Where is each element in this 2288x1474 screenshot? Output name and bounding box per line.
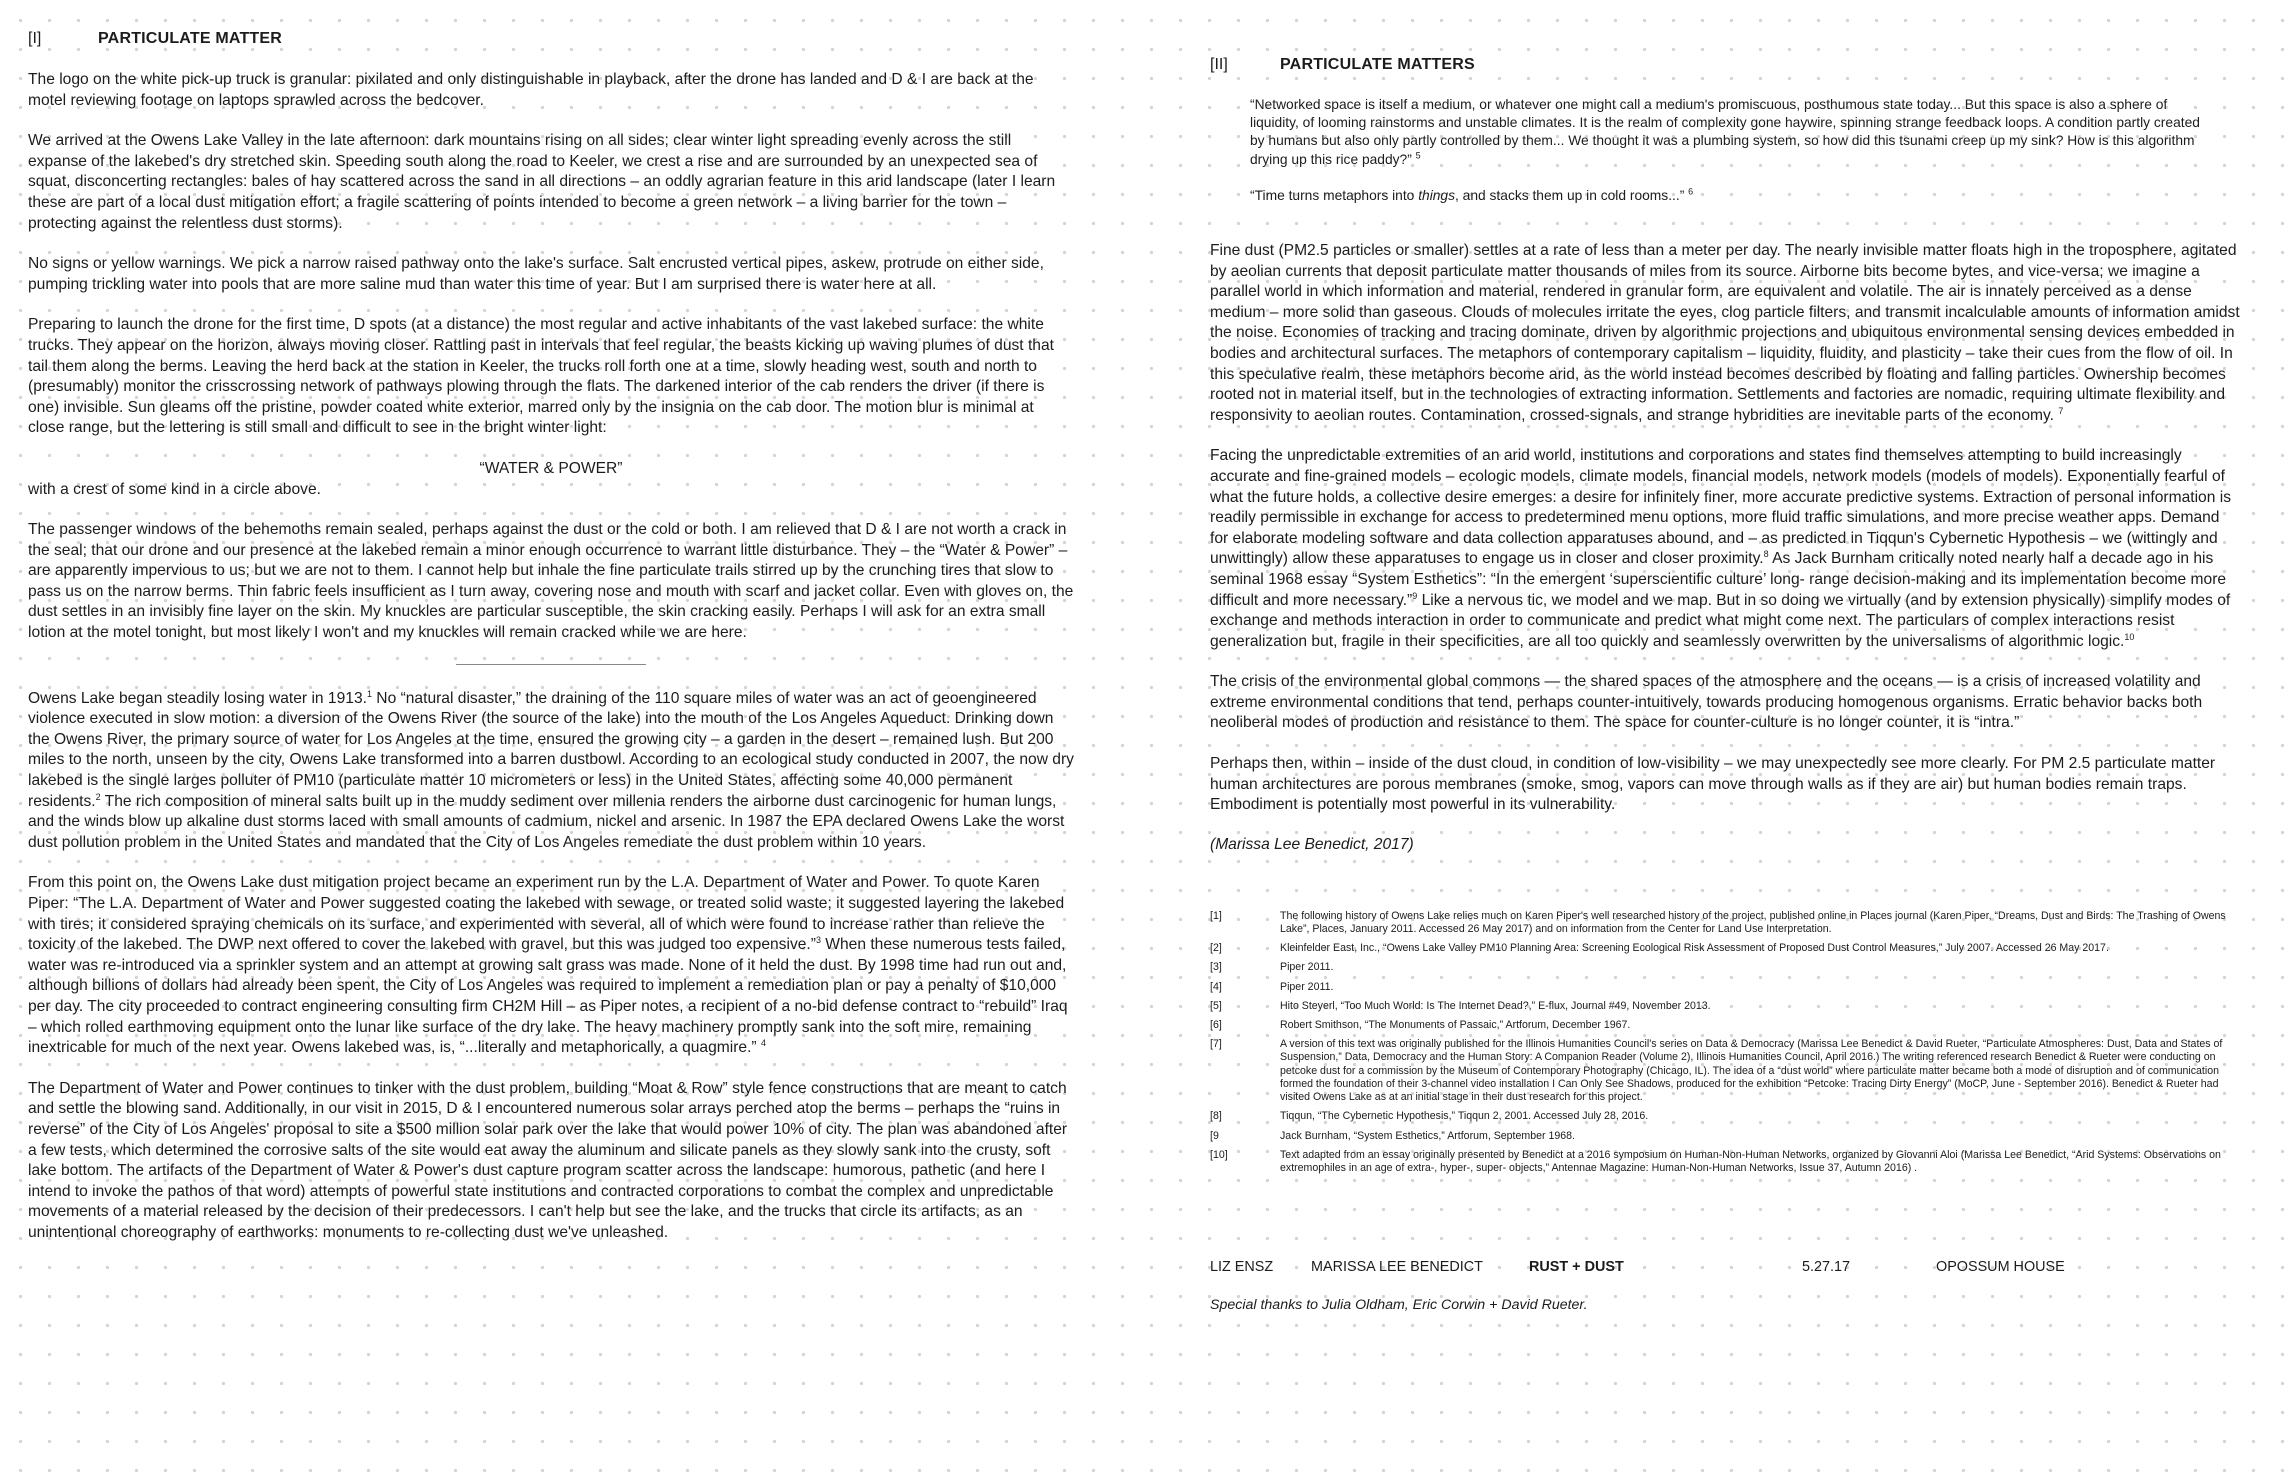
author-ensz: LIZ ENSZ bbox=[1210, 1259, 1274, 1276]
section-ii bbox=[1210, 56, 2240, 1313]
footnote: [5] Hito Steyerl, “Too Much World: Is The Internet Dead?,” E-flux, Journal #49, November 2013. bbox=[1210, 999, 1711, 1012]
paragraph: Fine dust (PM2.5 particles or smaller) settles at a rate of less than a meter per day. The nearly invisible matter floats high in the troposphere, agitated by aeolian currents that deposit particulate matter thousands of miles from its source. Airborne bits become bytes, and vice-versa; we imagine a parallel world in which information and material, rendered in granular form, are equivalent and volatile. The air is innately perceived as a dense medium – more solid than gaseous. Clouds of molecules irritate the eyes, clog particle filters, and transmit incalculable amounts of information amidst the noise. Economies of tracking and tracing dominate, driven by algorithmic projections and ubiquitous environmental sensing devices embedded in bodies and architectural surfaces. The metaphors of contemporary capitalism – liquidity, fluidity, and plasticity – take their cues from the flow of oil. In this speculative realm, these metaphors become arid, as the world instead becomes described by floating and falling particles. Ownership becomes rooted not in material itself, but in the technologies of extracting information. Settlements and factories are nomadic, requiring ultimate flexibility and responsivity to aeolian routes. Contamination, crossed-signals, and strange hybridities are inevitable parts of the economy. $^7$ bbox=[1210, 242, 2240, 424]
section-i-title: PARTICULATE MATTER bbox=[98, 30, 283, 47]
section-i bbox=[28, 30, 1074, 1264]
footnote: [8] Tiqqun, “The Cybernetic Hypothesis,” Tiqqun 2, 2001. Accessed July 28, 2016. bbox=[1210, 1110, 1649, 1123]
paragraph: Preparing to launch the drone for the first time, D spots (at a distance) the most regular and active inhabitants of the vast lakebed surface: the white trucks. They appear on the horizon, always moving closer. Rattling past in intervals that feel regular, the beasts kicking up waving plumes of dust that tail them along the berms. Leaving the herd back at the station in Keeler, the trucks roll forth one at a time, slowly heading west, south and north to (presumably) monitor the crisscrossing network of pathways plowing through the flats. The darkened interior of the cab renders the driver (if there is one) invisible. Sun gleams off the pristine, powder coated white exterior, marred only by the insignia on the cab door. The motion blur is minimal at close range, but the lettering is still small and difficult to see in the bright winter light: bbox=[28, 316, 1054, 437]
epigraph-smithson: “Time turns metaphors into things, and stacks them up in cold rooms...” $^6$ bbox=[1250, 186, 1694, 203]
footnote-ref: 3 bbox=[815, 935, 821, 945]
paragraph: with a crest of some kind in a circle above. bbox=[28, 480, 321, 498]
paragraph: The logo on the white pick-up truck is granular: pixilated and only distinguishable in playback, after the drone has landed and D & I are back at the motel reviewing footage on laptops sprawled across the bedcover. bbox=[28, 71, 1034, 109]
section-ii-title: PARTICULATE MATTERS bbox=[1280, 56, 1475, 73]
author-benedict: MARISSA LEE BENEDICT bbox=[1311, 1259, 1483, 1276]
paragraph: We arrived at the Owens Lake Valley in the late afternoon: dark mountains rising on all sides; clear winter light spreading evenly across the still expanse of the lakebed's dry stretched skin. Speeding south along the road to Keeler, we crest a rise and are surrounded by an unexpected sea of squat, disconcerting rectangles: bales of hay scattered across the sand in all directions – an oddly agrarian feature in this arid landscape (later I learn these are part of a local dust mitigation effort; a fragile scattering of points intended to become a green network – a living barrier for the town – protecting against the relentless dust storms). bbox=[28, 132, 1056, 232]
epigraphs bbox=[1210, 96, 2240, 205]
section-ii-heading bbox=[1210, 56, 2240, 74]
signature: (Marissa Lee Benedict, 2017) bbox=[1210, 835, 1414, 853]
paragraph: Perhaps then, within – inside of the dust cloud, in condition of low-visibility – we may unexpectedly see more clearly. For PM 2.5 particulate matter human architectures are porous membranes (smoke, smog, vapors can move through walls as if they are air) but human bodies remain traps. Embodiment is potentially most powerful in its vulnerability. bbox=[1210, 755, 2216, 814]
footnote: [7] A version of this text was originally published for the Illinois Humanities Council's series on Data & Democracy (Marissa Lee Benedict & David Rueter, “Particulate Atmospheres: Dust, Data and States of Suspension,” Data, Democracy and the Human Story: A Companion Reader (Volume 2), Illinois Humanities Council, April 2016.) The writing referenced research Benedict & Rueter were conducting on petcoke dust for a commission by the Museum of Contemporary Photography (Chicago, IL). The idea of a “dust world” where particulate matter became both a mode of disruption and of communication formed the foundation of their 3-channel video installation I Can Only See Shadows, produced for the exhibition “Petcoke: Tracing Dirty Energy” (MoCP, June - September 2016). Benedict & Rueter had visited Owens Lake as at an initial stage in their dust research for this project. bbox=[1210, 1038, 2223, 1104]
paragraph: No signs or yellow warnings. We pick a narrow raised pathway onto the lake's surface. Salt encrusted vertical pipes, askew, protrude on either side, pumping trickling water into pools that are more saline mud than water this time of year. But I am surprised there is water here at all. bbox=[28, 255, 1044, 293]
paragraph: The Department of Water and Power continues to tinker with the dust problem, building “Moat & Row” style fence constructions that are meant to catch and settle the blowing sand. Additionally, in our visit in 2015, D & I encountered numerous solar arrays perched atop the berms – perhaps the “ruins in reverse” of the City of Los Angeles' proposal to site a $500 million solar park over the lake that would power 10% of city. The plan was abandoned after a few tests, which determined the corrosive salts of the site would eat away the aluminum and silicate panels as they slowly sank into the crusty, soft lake bottom. The artifacts of the Department of Water & Power's dust capture program scatter across the landscape: humorous, pathetic (and here I intend to invoke the pathos of that word) attempts of powerful state institutions and contracted corporations to combat the complex and unpredictable movements of a material released by the decision of their predecessors. I can't help but see the lake, and the trucks that circle its artifacts, as an unintentional choreography of earthworks: monuments to re-collecting dust we've unleashed. bbox=[28, 1079, 1068, 1241]
footnote: [4] Piper 2011. bbox=[1210, 980, 1334, 993]
water-power-quote: “WATER & POWER” bbox=[479, 459, 623, 477]
acknowledgements: Special thanks to Julia Oldham, Eric Corwin + David Rueter. bbox=[1210, 1297, 1588, 1314]
footnote: [2] Kleinfelder East, Inc., “Owens Lake Valley PM10 Planning Area: Screening Ecological Risk Assessment of Proposed Dust Control Measures,” July 2007. Accessed 26 May 2017. bbox=[1210, 942, 2109, 955]
footnote-ref: 7 bbox=[2058, 405, 2064, 416]
footnote: [1] The following history of Owens Lake relies much on Karen Piper's well researched history of the project, published online in Places journal (Karen Piper, “Dreams, Dust and Birds: The Trashing of Owens Lake”, Places, January 2011. Accessed 26 May 2017) and on information from the Center for Land Use Interpretation. bbox=[1210, 909, 2226, 936]
footnote-ref: 2 bbox=[95, 791, 101, 802]
footnote: [3] Piper 2011. bbox=[1210, 961, 1334, 974]
footnote-ref: 4 bbox=[760, 1037, 766, 1048]
footnote-ref: 5 bbox=[1415, 150, 1421, 161]
footnote-ref: 6 bbox=[1688, 186, 1694, 197]
venue: OPOSSUM HOUSE bbox=[1936, 1259, 2065, 1276]
footnote: [9 Jack Burnham, “System Esthetics,” Artforum, September 1968. bbox=[1210, 1129, 1575, 1142]
footnote-ref: 8 bbox=[1763, 549, 1769, 560]
paragraph: Facing the unpredictable extremities of an arid world, institutions and corporations and states find themselves attempting to build increasingly accurate and fine-grained models – ecologic models, climate models, financial models, network models (models of models). Exponentially fearful of what the future holds, a collective desire emerges: a desire for infinitely finer, more accurate predictive systems. Extraction of personal information is readily permissible in exchange for access to predetermined menu options, more fluid traffic simulations, and more precise weather apps. Demand for elaborate modeling software and data collection apparatuses abound, and – as predicted in Tiqqun's Cybernetic Hypothesis – we (wittingly and unwittingly) allow these apparatuses to engage us in closer and closer proximity.$^8$ As Jack Burnham critically noted nearly half a decade ago in his seminal 1968 essay “System Esthetics”: “In the emergent ‘superscientific culture’ long- range decision-making and its implementation become more difficult and more necessary.”$^9$ Like a nervous tic, we model and we map. But in so doing we virtually (and by extension physically) simplify modes of exchange and methods interaction in order to communicate and predict what might come next. The particulars of complex interactions resist generalization but, fragile in their specificities, are all too quickly and seamlessly overwritten by the universalisms of algorithmic logic.$^{10}$ bbox=[1210, 447, 2231, 650]
footnote-ref: 9 bbox=[1412, 590, 1418, 601]
publication-date: 5.27.17 bbox=[1802, 1259, 1851, 1276]
footnote: [10] Text adapted from an essay originally presented by Benedict at a 2016 symposium on Human-Non-Human Networks, organized by Giovanni Aloi (Marissa Lee Benedict, “Arid Systems: Observations on extremophiles in an age of extra-, hyper-, super- objects,” Antennae Magazine: Human-Non-Human Networks, Issue 37, Autumn 2016) . bbox=[1210, 1148, 2221, 1174]
section-i-heading bbox=[28, 30, 1074, 48]
credits-line bbox=[1210, 1259, 2240, 1275]
paragraph: Owens Lake began steadily losing water in 1913.$^1$ No “natural disaster,” the draining of the 110 square miles of water was an act of geoengineered violence executed in slow motion: a diversion of the Owens River (the source of the lake) into the mouth of the Los Angeles Aqueduct. Drinking down the Owens River, the primary source of water for Los Angeles at the time, ensured the growing city – a garden in the desert – remained lush. But 200 miles to the north, unseen by the city, Owens Lake transformed into a barren dustbowl. According to an ecological study conducted in 2007, the now dry lakebed is the single larges polluter of PM10 (particulate matter 10 micrometers or less) in the United States, affecting some 40,000 permanent residents.$^2$ The rich composition of mineral salts built up in the muddy sediment over millenia renders the airborne dust carcinogenic for human lungs, and the winds blow up alkaline dust storms laced with small amounts of cadmium, nickel and arsenic. In 1987 the EPA declared Owens Lake the worst dust pollution problem in the United States and mandated that the City of Los Angeles remediate the dust problem within 10 years. bbox=[28, 688, 1074, 851]
paragraph: The passenger windows of the behemoths remain sealed, perhaps against the dust or the cold or both. I am relieved that D & I are not worth a crack in the seal; that our drone and our presence at the lakebed remain a minor enough occurrence to warrant little disturbance. They – the “Water & Power” – are apparently impervious to us; but we are not to them. I cannot help but inhale the fine particulate trails stirred up by the crunching tires that slow to pass us on the narrow berms. Thin fabric feels insufficient as I turn away, covering nose and mouth with scarf and jacket collar. Even with gloves on, the dust settles in an invisibly fine layer on the skin. My knuckles are particular susceptible, the skin cracking easily. Perhaps I will ask for an extra small lotion at the motel tonight, but most likely I won't and my knuckles will remain cracked while we are here. bbox=[28, 521, 1074, 642]
epigraph-steyerl: “Networked space is itself a medium, or whatever one might call a medium's promiscuous, posthumous state today... But this space is also a sphere of liquidity, of looming rainstorms and unstable climates. It is the realm of complexity gone haywire, spinning strange feedback loops. A condition partly created by humans but also only partly controlled by them... We thought it was a plumbing system, so how did this tsunami creep up my sink? How is this algorithm drying up this rice paddy?” $^5$ bbox=[1250, 97, 2200, 167]
footnotes bbox=[1210, 910, 2240, 1175]
section-ii-number: [II] bbox=[1210, 56, 1228, 73]
section-i-number: [I] bbox=[28, 30, 42, 47]
section-divider bbox=[456, 664, 646, 665]
paragraph: The crisis of the environmental global commons — the shared spaces of the atmosphere and the oceans — is a crisis of increased volatility and extreme environmental conditions that tend, perhaps counter-intuitively, towards producing homogenous organisms. Erratic behavior backs both neoliberal modes of production and resistance to them. The space for counter-culture is no longer counter, it is “intra.” bbox=[1210, 673, 2203, 732]
footnote-ref: 1 bbox=[366, 688, 372, 699]
footnote: [6] Robert Smithson, “The Monuments of Passaic,” Artforum, December 1967. bbox=[1210, 1019, 1631, 1032]
publication-title: RUST + DUST bbox=[1529, 1259, 1624, 1276]
footnote-ref: 10 bbox=[2124, 631, 2135, 642]
paragraph: From this point on, the Owens Lake dust mitigation project became an experiment run by the L.A. Department of Water and Power. To quote Karen Piper: “The L.A. Department of Water and Power suggested coating the lakebed with sewage, or treated solid waste; it suggested layering the lakebed with tires; it considered spraying chemicals on its surface, and experimented with several, all of which were found to increase rather than relieve the toxicity of the lakebed. The DWP next offered to cover the lakebed with gravel, but this was judged too expensive.”$^3$ When these numerous tests failed, water was re-introduced via a sprinkler system and an attempt at growing salt grass was made. None of it held the dust. By 1998 time had run out and, although billions of dollars had already been spent, the City of Los Angeles was required to implement a remediation plan or pay a penalty of $10,000 per day. The city proceeded to contract engineering consulting firm CH2M Hill – as Piper notes, a recipient of a no-bid defense contract to “rebuild” Iraq – which rolled earthmoving equipment onto the lunar like surface of the dry lake. The heavy machinery promptly sank into the soft mire, remaining inextricable for much of the next year. Owens lakebed was, is, “...literally and metaphorically, a quagmire.” $^4$ bbox=[28, 874, 1068, 1057]
